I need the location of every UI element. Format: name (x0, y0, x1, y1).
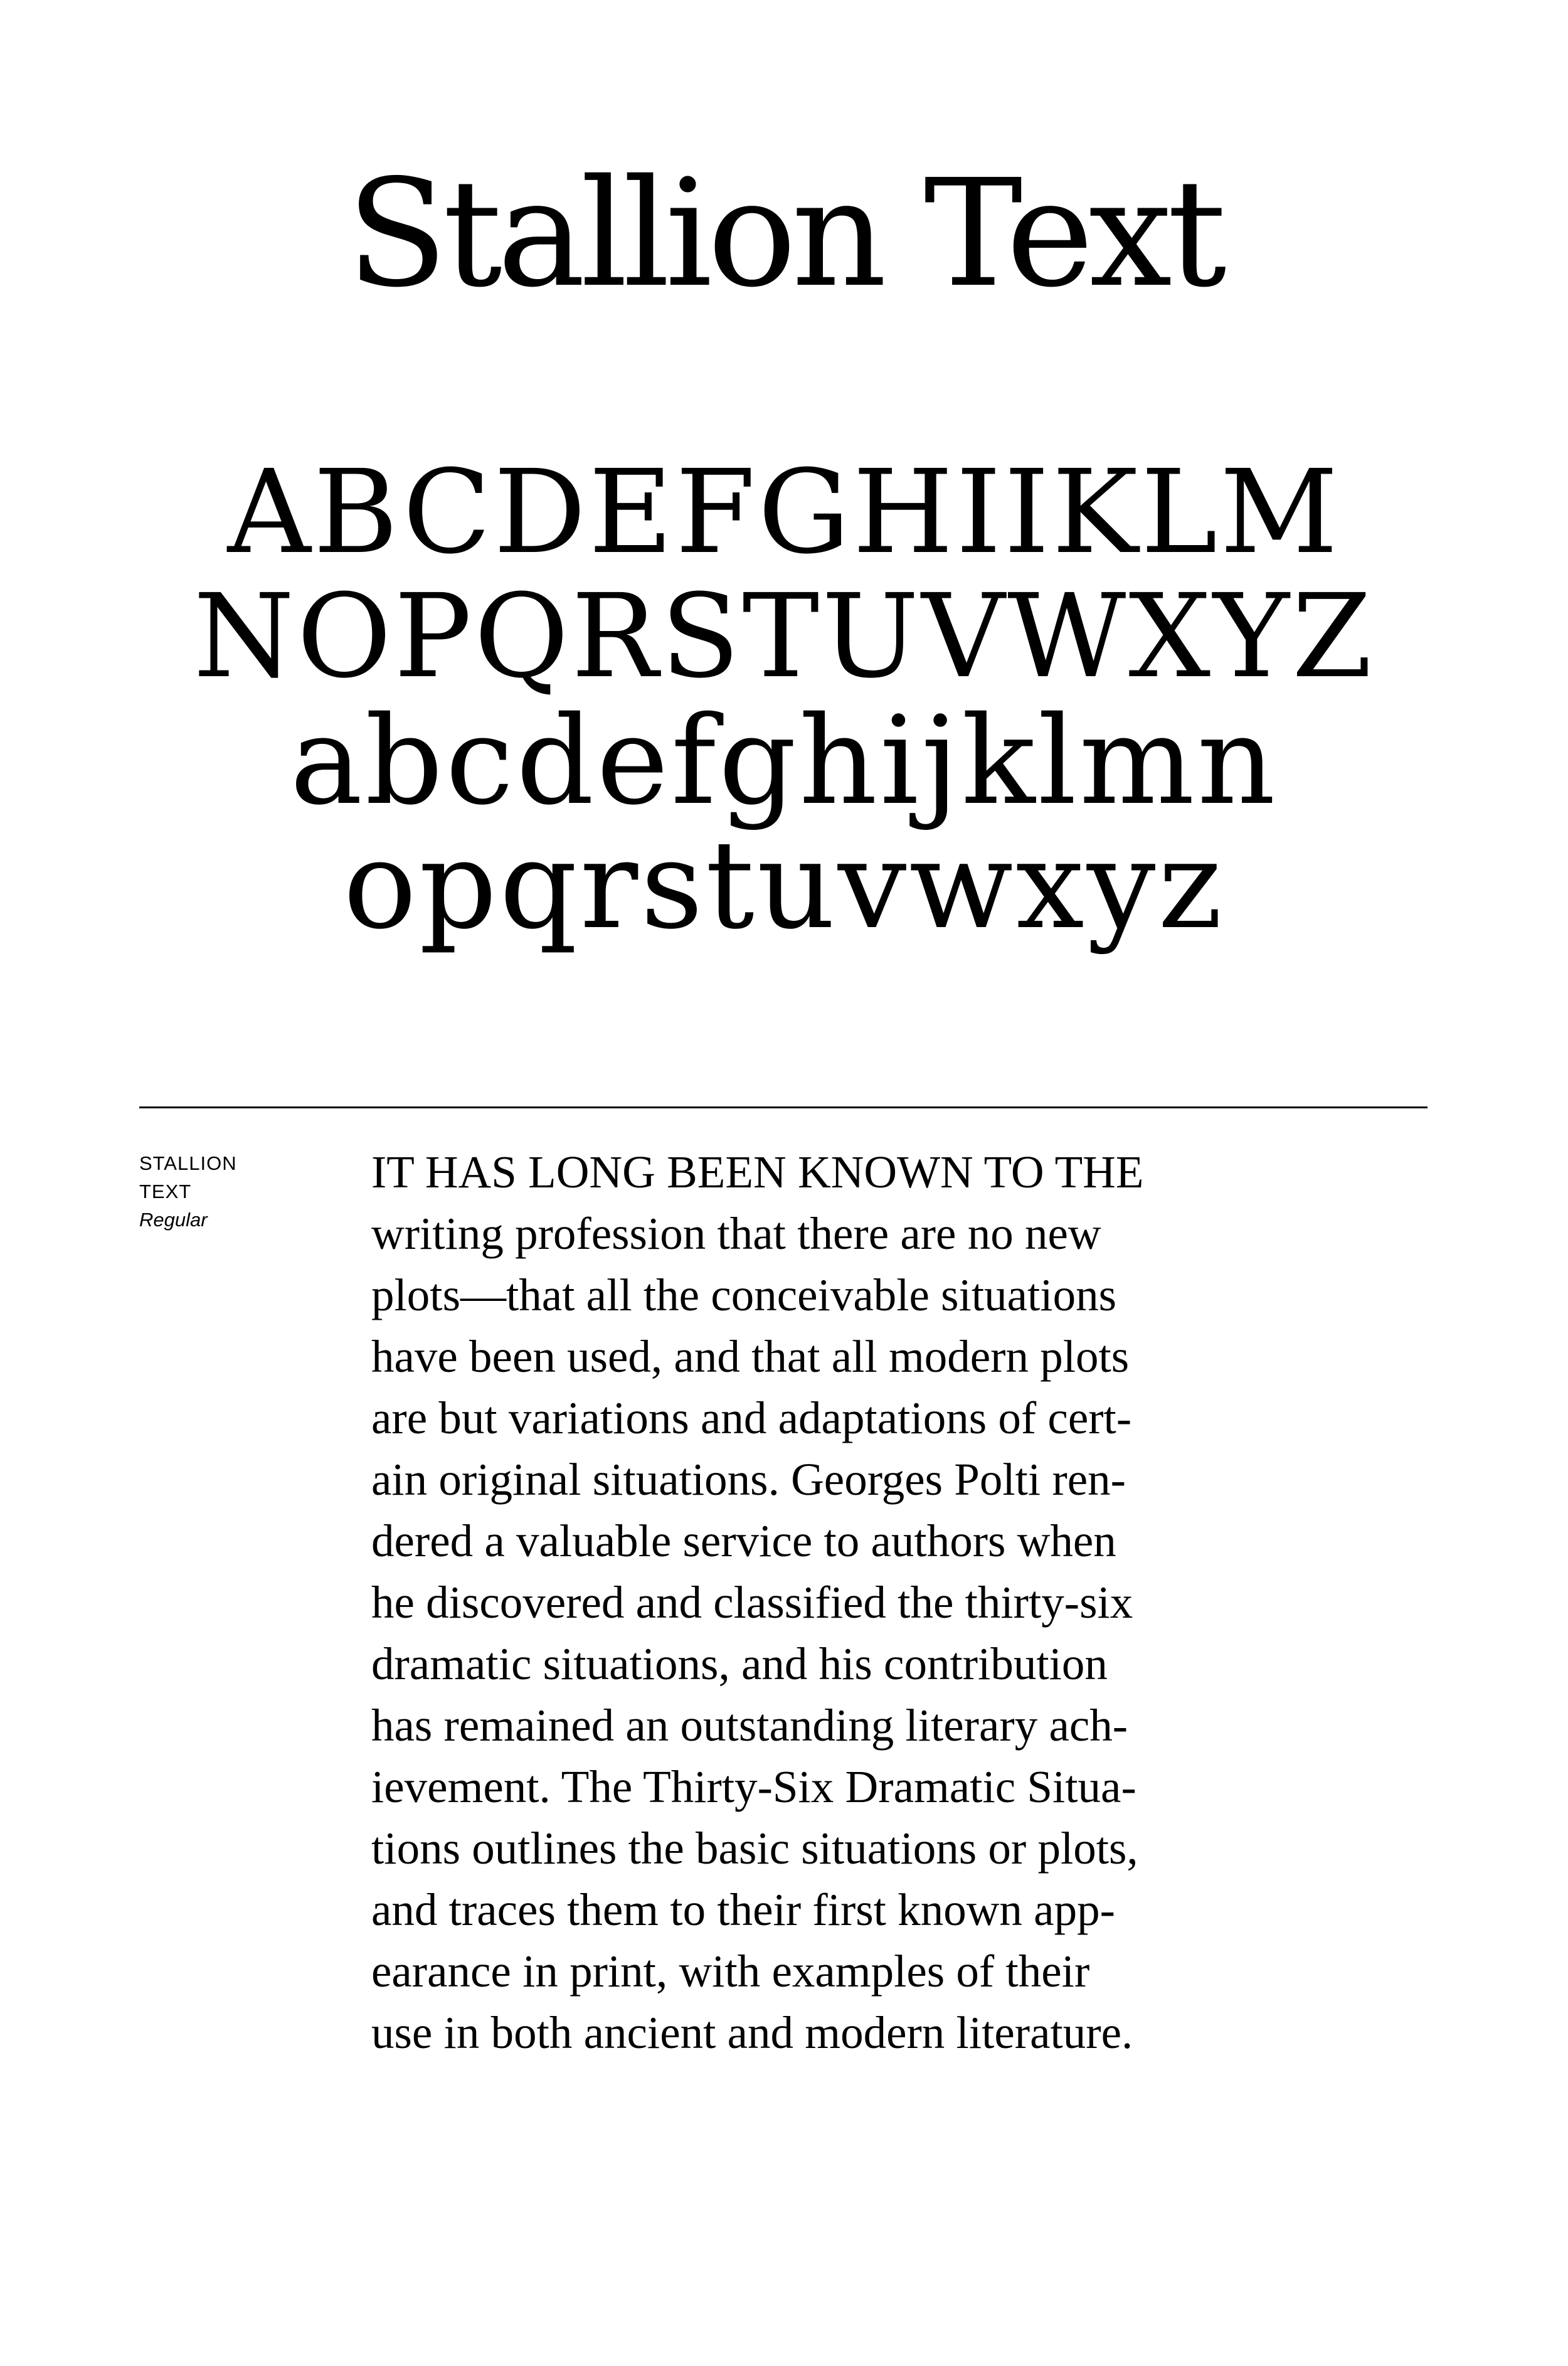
alphabet-specimen (0, 445, 1568, 956)
uppercase-line-2: NOPQRSTUVWXYZ (193, 570, 1375, 704)
section-divider (139, 1106, 1428, 1108)
paragraph-line: tions outlines the basic situations or plots, (371, 1823, 1138, 1874)
paragraph-line: has remained an outstanding literary ach- (371, 1700, 1128, 1751)
sample-paragraph (371, 1142, 1262, 2064)
paragraph-line: ain original situations. Georges Polti ren- (371, 1454, 1126, 1505)
lowercase-line-1: abcdefghijklmn (290, 690, 1278, 832)
font-name-line-2: TEXT (139, 1180, 192, 1202)
uppercase-line-1: ABCDEFGHIIKLM (227, 445, 1341, 580)
paragraph-line: writing profession that there are no new (371, 1208, 1101, 1259)
paragraph-line: ievement. The Thirty-Six Dramatic Situa- (371, 1761, 1136, 1812)
paragraph-line: use in both ancient and modern literature. (371, 2007, 1133, 2058)
paragraph-line: dered a valuable service to authors when (371, 1515, 1116, 1566)
lowercase-line-2: opqrstuvwxyz (343, 814, 1225, 956)
paragraph-line: and traces them to their first known app- (371, 1884, 1115, 1935)
paragraph-line: IT HAS LONG BEEN KNOWN TO THE (371, 1147, 1144, 1197)
font-style-label: Regular (139, 1209, 208, 1231)
paragraph-line: have been used, and that all modern plots (371, 1331, 1130, 1382)
paragraph-line: dramatic situations, and his contribution (371, 1638, 1108, 1689)
specimen-title: Stallion Text (346, 147, 1222, 320)
specimen-label (139, 1149, 237, 1234)
paragraph-line: plots—that all the conceivable situations (371, 1270, 1116, 1320)
paragraph-line: earance in print, with examples of their (371, 1946, 1090, 1997)
paragraph-line: he discovered and classified the thirty-six (371, 1577, 1133, 1628)
paragraph-line: are but variations and adaptations of cert- (371, 1393, 1132, 1443)
font-name-line-1: STALLION (139, 1152, 237, 1174)
